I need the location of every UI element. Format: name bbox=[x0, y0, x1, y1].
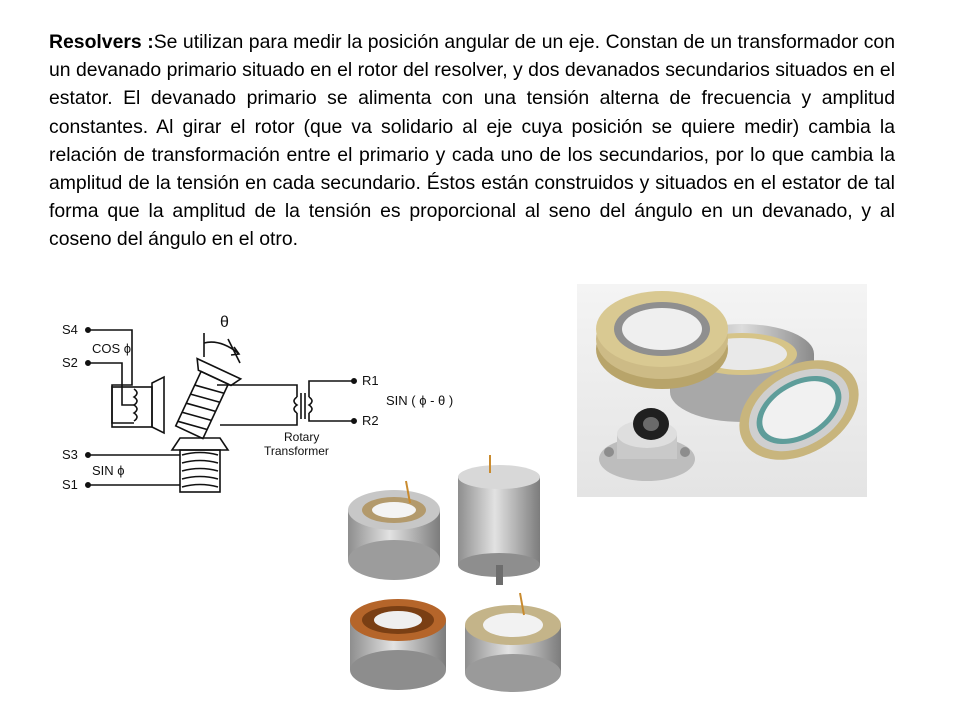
label-s1: S1 bbox=[62, 477, 78, 492]
label-r2: R2 bbox=[362, 413, 379, 428]
description-text: Se utilizan para medir la posición angular de un eje. Constan de un transformador con un devanado primario situado en el rotor del resolver, y dos devanados secundarios situados en el estator. El devanado primario se alimenta con una tensión alterna de frecuencia y amplitud constantes. Al girar el rotor (que va solidario al eje cuya posición se quiere medir) cambia la relación de transformación entre el primario y cada uno de los secundarios, por lo que cambia la amplitud de la tensión en cada secundario. Éstos están construidos y situados en el estator de tal forma que la amplitud de la tensión es proporcional al seno del ángulo en un devanado, y al coseno del ángulo en el otro. bbox=[49, 31, 895, 251]
label-cos: COS ϕ bbox=[92, 341, 132, 356]
label-s4: S4 bbox=[62, 322, 78, 337]
resolver-rings-photo bbox=[577, 284, 867, 497]
label-s3: S3 bbox=[62, 447, 78, 462]
description-paragraph bbox=[49, 28, 895, 254]
label-theta: θ bbox=[220, 314, 229, 331]
label-sin: SIN ϕ bbox=[92, 463, 125, 478]
resolver-components-photo bbox=[340, 445, 570, 705]
label-rotary: Rotary bbox=[284, 430, 320, 444]
label-transformer: Transformer bbox=[264, 444, 329, 458]
label-s2: S2 bbox=[62, 355, 78, 370]
label-rotor-signal: SIN ( ϕ - θ ) bbox=[386, 393, 454, 408]
label-r1: R1 bbox=[362, 373, 379, 388]
term-resolvers: Resolvers : bbox=[49, 31, 154, 53]
